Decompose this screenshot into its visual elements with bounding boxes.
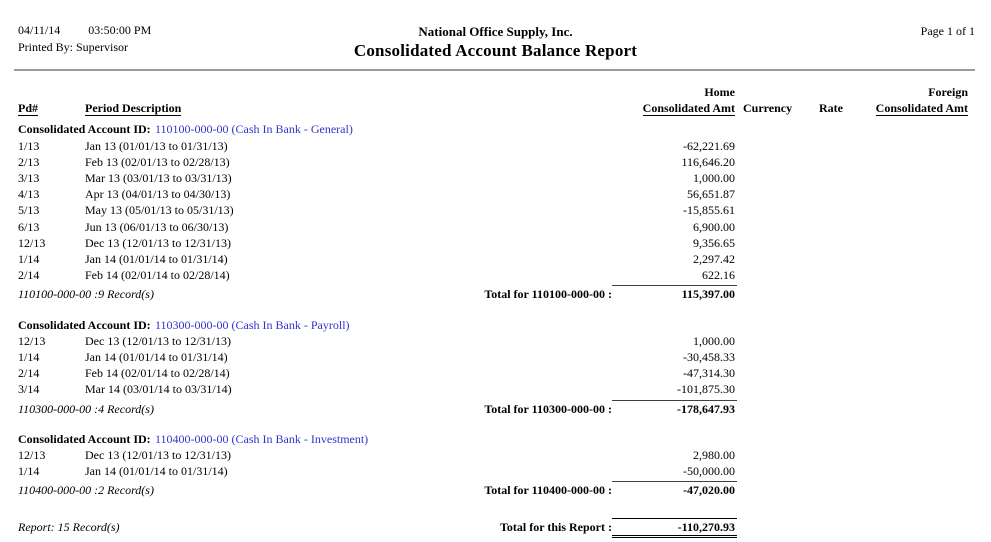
pd-cell: 1/13 bbox=[18, 138, 40, 153]
period-cell: Feb 14 (02/01/14 to 02/28/14) bbox=[85, 366, 230, 381]
pd-cell: 1/14 bbox=[18, 252, 40, 267]
printed-by: Printed By: Supervisor bbox=[18, 40, 128, 54]
period-cell: May 13 (05/01/13 to 05/31/13) bbox=[85, 203, 234, 218]
col-home-consolidated-amt: Consolidated Amt bbox=[642, 101, 735, 116]
col-pd: Pd# bbox=[18, 101, 39, 116]
amount-cell: 116,646.20 bbox=[681, 154, 735, 169]
section-footer-row bbox=[0, 481, 991, 498]
table-row bbox=[0, 333, 991, 349]
period-cell: Mar 13 (03/01/13 to 03/31/13) bbox=[85, 171, 232, 186]
account-section-header bbox=[0, 431, 991, 447]
report-total-label: Total for this Report : bbox=[500, 519, 612, 534]
section-total-amount: -47,020.00 bbox=[612, 481, 737, 498]
period-cell: Jan 14 (01/01/14 to 01/31/14) bbox=[85, 464, 228, 479]
table-row bbox=[0, 154, 991, 170]
amount-cell: 1,000.00 bbox=[693, 333, 735, 348]
pd-cell: 2/13 bbox=[18, 154, 40, 169]
account-section-header bbox=[0, 317, 991, 333]
period-cell: Dec 13 (12/01/13 to 12/31/13) bbox=[85, 235, 231, 250]
amount-cell: -101,875.30 bbox=[677, 382, 735, 397]
section-total-amount: 115,397.00 bbox=[612, 285, 737, 302]
section-record-count: 110300-000-00 :4 Record(s) bbox=[18, 401, 154, 416]
pd-cell: 2/14 bbox=[18, 268, 40, 283]
print-time: 03:50:00 PM bbox=[88, 23, 152, 37]
period-cell: Jan 14 (01/01/14 to 01/31/14) bbox=[85, 252, 228, 267]
pd-cell: 4/13 bbox=[18, 187, 40, 202]
section-record-count: 110100-000-00 :9 Record(s) bbox=[18, 287, 154, 302]
pd-cell: 12/13 bbox=[18, 333, 46, 348]
table-row bbox=[0, 447, 991, 463]
account-section-header bbox=[0, 121, 991, 137]
section-footer-row bbox=[0, 400, 991, 417]
col-foreign-consolidated-amt: Consolidated Amt bbox=[875, 101, 968, 116]
section-total-label: Total for 110100-000-00 : bbox=[484, 287, 612, 302]
table-row bbox=[0, 202, 991, 218]
section-record-count: 110400-000-00 :2 Record(s) bbox=[18, 483, 154, 498]
page-number: Page 1 of 1 bbox=[920, 24, 975, 38]
account-id-label: Consolidated Account ID: bbox=[18, 431, 151, 446]
account-id-label: Consolidated Account ID: bbox=[18, 317, 151, 332]
amount-cell: 9,356.65 bbox=[693, 235, 735, 250]
amount-cell: 622.16 bbox=[702, 268, 735, 283]
pd-cell: 1/14 bbox=[18, 464, 40, 479]
period-cell: Mar 14 (03/01/14 to 03/31/14) bbox=[85, 382, 232, 397]
account-id-link[interactable]: 110300-000-00 (Cash In Bank - Payroll) bbox=[155, 317, 350, 332]
section-footer-row bbox=[0, 285, 991, 302]
table-row bbox=[0, 365, 991, 381]
table-row bbox=[0, 349, 991, 365]
amount-cell: 2,980.00 bbox=[693, 448, 735, 463]
table-row bbox=[0, 186, 991, 202]
table-row bbox=[0, 170, 991, 186]
table-row bbox=[0, 138, 991, 154]
pd-cell: 12/13 bbox=[18, 235, 46, 250]
account-id-link[interactable]: 110400-000-00 (Cash In Bank - Investment) bbox=[155, 431, 369, 446]
col-rate: Rate bbox=[819, 101, 843, 116]
pd-cell: 12/13 bbox=[18, 448, 46, 463]
amount-cell: 56,651.87 bbox=[687, 187, 735, 202]
amount-cell: -15,855.61 bbox=[683, 203, 735, 218]
amount-cell: 1,000.00 bbox=[693, 171, 735, 186]
pd-cell: 6/13 bbox=[18, 219, 40, 234]
amount-cell: -50,000.00 bbox=[683, 464, 735, 479]
column-header-row-1 bbox=[0, 84, 991, 100]
amount-cell: -47,314.30 bbox=[683, 366, 735, 381]
period-cell: Jun 13 (06/01/13 to 06/30/13) bbox=[85, 219, 229, 234]
print-date: 04/11/14 bbox=[18, 23, 61, 37]
col-currency: Currency bbox=[743, 101, 793, 116]
amount-cell: 2,297.42 bbox=[693, 252, 735, 267]
period-cell: Dec 13 (12/01/13 to 12/31/13) bbox=[85, 333, 231, 348]
report-total-amount: -110,270.93 bbox=[612, 518, 737, 538]
pd-cell: 3/13 bbox=[18, 171, 40, 186]
report-body bbox=[0, 84, 991, 538]
table-row bbox=[0, 235, 991, 251]
account-id-link[interactable]: 110100-000-00 (Cash In Bank - General) bbox=[155, 122, 353, 137]
pd-cell: 2/14 bbox=[18, 366, 40, 381]
amount-cell: -30,458.33 bbox=[683, 350, 735, 365]
amount-cell: 6,900.00 bbox=[693, 219, 735, 234]
table-row bbox=[0, 267, 991, 283]
period-cell: Jan 14 (01/01/14 to 01/31/14) bbox=[85, 350, 228, 365]
col-foreign: Foreign bbox=[928, 85, 968, 99]
table-row bbox=[0, 381, 991, 397]
col-period-description: Period Description bbox=[85, 101, 182, 116]
period-cell: Feb 14 (02/01/14 to 02/28/14) bbox=[85, 268, 230, 283]
amount-cell: -62,221.69 bbox=[683, 138, 735, 153]
section-total-label: Total for 110400-000-00 : bbox=[484, 483, 612, 498]
period-cell: Dec 13 (12/01/13 to 12/31/13) bbox=[85, 448, 231, 463]
period-cell: Jan 13 (01/01/13 to 01/31/13) bbox=[85, 138, 228, 153]
section-total-amount: -178,647.93 bbox=[612, 400, 737, 417]
col-home: Home bbox=[704, 85, 735, 99]
pd-cell: 3/14 bbox=[18, 382, 40, 397]
report-footer-row bbox=[0, 518, 991, 538]
pd-cell: 5/13 bbox=[18, 203, 40, 218]
account-id-label: Consolidated Account ID: bbox=[18, 122, 151, 137]
report-record-count: Report: 15 Record(s) bbox=[18, 519, 120, 534]
table-row bbox=[0, 463, 991, 479]
pd-cell: 1/14 bbox=[18, 350, 40, 365]
period-cell: Feb 13 (02/01/13 to 02/28/13) bbox=[85, 154, 230, 169]
report-title: Consolidated Account Balance Report bbox=[353, 41, 638, 60]
section-total-label: Total for 110300-000-00 : bbox=[484, 401, 612, 416]
company-name: National Office Supply, Inc. bbox=[418, 24, 573, 39]
table-row bbox=[0, 251, 991, 267]
header-divider bbox=[14, 69, 975, 71]
report-header bbox=[0, 24, 991, 61]
column-header-row-2 bbox=[0, 100, 991, 116]
table-row bbox=[0, 219, 991, 235]
period-cell: Apr 13 (04/01/13 to 04/30/13) bbox=[85, 187, 231, 202]
